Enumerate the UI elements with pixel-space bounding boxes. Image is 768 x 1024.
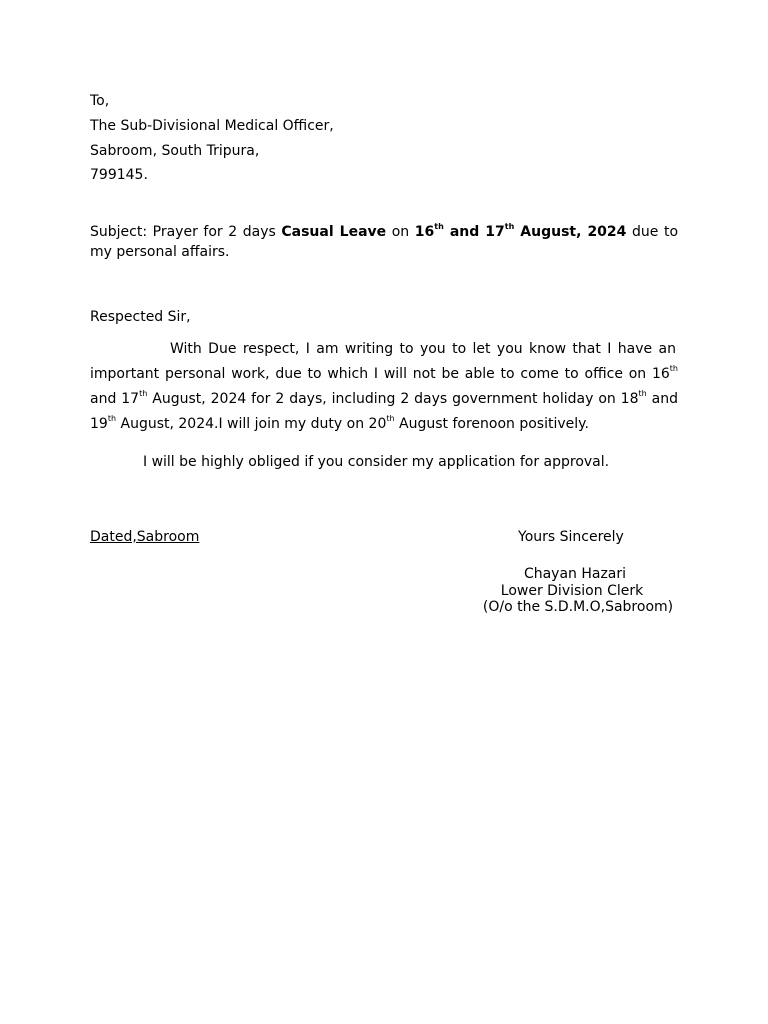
salutation: Respected Sir, [90, 309, 191, 325]
address-place: Sabroom, South Tripura, [90, 143, 260, 159]
address-to: To, [90, 93, 110, 109]
signer-office: (O/o the S.D.M.O,Sabroom) [482, 599, 674, 615]
body-line-2: important personal work, due to which I will not be able to come to office on 16th [90, 364, 678, 382]
subject-due-to: due to [632, 224, 679, 240]
signer-name: Chayan Hazari [523, 566, 627, 582]
subject-sup1: th [434, 222, 444, 232]
body-line-3: and 17th August, 2024 for 2 days, including 2 days government holiday on 18th and [90, 389, 678, 407]
subject-prefix: Subject: Prayer for 2 days [90, 224, 276, 240]
address-officer: The Sub-Divisional Medical Officer, [90, 118, 334, 134]
address-pin: 799145. [90, 167, 148, 183]
subject-line [90, 224, 678, 240]
body-line-4: 19th August, 2024.I will join my duty on 20th August forenoon positively. [90, 414, 589, 432]
body-line-1: With Due respect, I am writing to you to let you know that I have an [170, 341, 676, 357]
signer-designation: Lower Division Clerk [500, 583, 644, 599]
subject-month-year: August, 2024 [520, 224, 627, 240]
closing-request: I will be highly obliged if you consider my application for approval. [143, 454, 610, 470]
subject-sup2: th [504, 222, 515, 232]
subject-line-2: my personal affairs. [90, 244, 230, 260]
yours-sincerely: Yours Sincerely [518, 529, 624, 545]
subject-on: on [391, 224, 410, 240]
subject-day1: 16 [414, 224, 435, 240]
subject-and: and 17 [449, 224, 505, 240]
subject-dates [415, 224, 627, 240]
dated-place: Dated,Sabroom [90, 529, 200, 545]
subject-leave-type: Casual Leave [281, 224, 387, 240]
